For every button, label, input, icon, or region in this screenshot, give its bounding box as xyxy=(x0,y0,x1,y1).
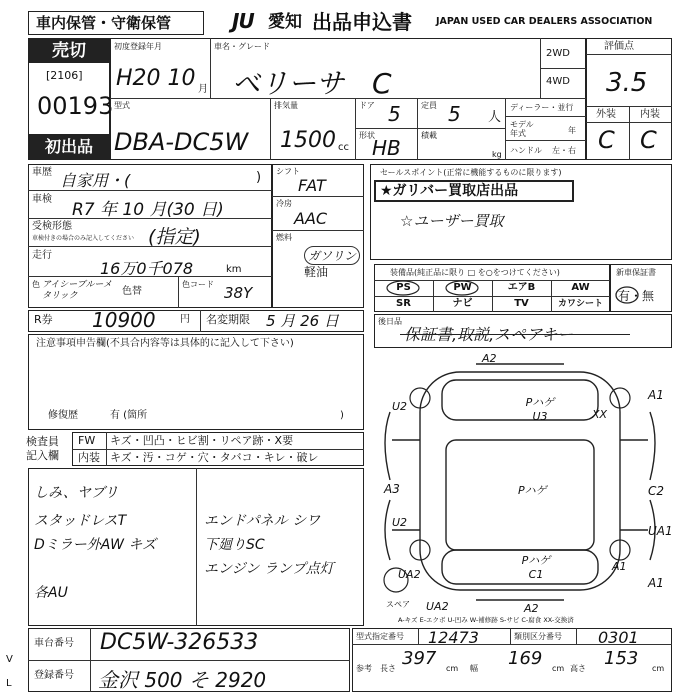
inspector-label-2: 記入欄 xyxy=(26,449,59,462)
designation-value: 12473 xyxy=(428,628,479,647)
registration-type-label: 車歴 xyxy=(32,167,52,178)
inspection-value: R7 年 10 月(30 日) xyxy=(72,200,224,220)
diagram-mark-ua2-left: UA2 xyxy=(398,568,421,581)
ac-label: 冷房 xyxy=(276,199,292,208)
diagram-mark-rear: Pハゲ C1 xyxy=(521,554,551,581)
receive-note: 車検付きの場合のみ記入してください xyxy=(32,235,135,242)
rating-label: 評価点 xyxy=(604,41,634,52)
warranty-label: 新車保証書 xyxy=(616,268,656,277)
diagram-mark-ua2-bottom: UA2 xyxy=(426,600,449,613)
first-reg-label: 初度登録年月 xyxy=(114,42,162,51)
notes-label: 注意事項申告欄(不具合内容等は具体的に記入して下さい) xyxy=(36,338,294,349)
diagram-mark-a2-top: A2 xyxy=(482,352,497,365)
mileage-value: 16万0千078 xyxy=(100,259,194,278)
diagram-mark-a3: A3 xyxy=(384,482,400,496)
ref-label: 参考 xyxy=(356,664,372,673)
auction-code: [2106] xyxy=(46,69,83,82)
price-value: 10900 xyxy=(92,308,156,332)
chassis-value: DC5W-326533 xyxy=(100,630,259,655)
handle-options: 左・右 xyxy=(552,146,576,155)
diagram-mark-xx: XX xyxy=(592,408,608,421)
repair-close: ) xyxy=(340,410,344,421)
note-line-7: エンジン ランプ点灯 xyxy=(204,561,334,577)
spare-label: スペア xyxy=(386,600,410,609)
drive-2wd: 2WD xyxy=(546,48,570,59)
diagram-mark-roof: Pハゲ xyxy=(518,484,547,497)
sales-point-note: ☆ユーザー買取 xyxy=(400,212,504,230)
price-label: R券 xyxy=(34,313,53,326)
load-unit: kg xyxy=(492,150,502,159)
year-unit: 年 xyxy=(568,126,576,135)
warranty-circle-mark xyxy=(612,284,642,306)
equipment-item-airbag: エアB xyxy=(507,282,536,293)
note-line-4: 各AU xyxy=(34,585,68,601)
org-name: 愛知 xyxy=(268,12,302,32)
equipment-item-tv: TV xyxy=(514,298,529,309)
capacity-value: 5 xyxy=(448,102,461,126)
plate-label: 登録番号 xyxy=(34,670,74,681)
margin-mark-2: L xyxy=(6,678,12,689)
equipment-item-sr: SR xyxy=(396,298,411,309)
margin-mark-1: V xyxy=(6,654,13,665)
rating-value: 3.5 xyxy=(606,68,648,98)
expiry-label: 名変期限 xyxy=(206,313,250,326)
price-unit: 円 xyxy=(180,314,190,325)
interior-label: 内装 xyxy=(640,109,660,120)
load-label: 積載 xyxy=(421,131,437,140)
sales-point-label: セールスポイント(正常に機能するものに限ります) xyxy=(380,168,562,177)
sales-point-banner: ★ガリバー買取店出品 xyxy=(380,183,519,199)
diagram-mark-ua1: UA1 xyxy=(648,524,673,538)
ju-logo: JU xyxy=(232,9,254,33)
dealer-label: ディーラー・並行 xyxy=(510,103,574,112)
height-value: 153 xyxy=(604,648,639,669)
displacement-value: 1500 xyxy=(280,128,336,153)
equipment-item-aw: AW xyxy=(571,282,590,293)
width-unit: cm xyxy=(552,664,565,673)
diagram-mark-c2: C2 xyxy=(648,484,665,498)
first-reg-month: 月 xyxy=(198,84,208,95)
shape-label: 形状 xyxy=(359,131,375,140)
fuel-label: 燃料 xyxy=(276,233,292,242)
plate-value: 金沢 500 そ 2920 xyxy=(98,668,267,692)
model-label: 型式 xyxy=(114,101,130,110)
length-unit: cm xyxy=(446,664,459,673)
width-value: 169 xyxy=(508,648,543,669)
color-code-value: 38Y xyxy=(224,284,253,302)
sold-badge: 売切 xyxy=(29,39,109,63)
documents-value: 保証書,取説,スペアキー xyxy=(404,325,574,344)
doors-value: 5 xyxy=(388,102,401,126)
displacement-unit: cc xyxy=(338,142,349,153)
note-line-6: 下廻りSC xyxy=(204,537,265,553)
fw-items: キズ・凹凸・ヒビ割・リペア跡・X要 xyxy=(110,434,294,447)
equipment-label: 装備品(純正品に限り □ を○をつけてください) xyxy=(390,268,560,277)
fuel-option: 軽油 xyxy=(304,265,329,279)
documents-label: 後日品 xyxy=(378,317,402,326)
interior-value: C xyxy=(640,126,657,154)
model-year-label: モデル年式 xyxy=(510,120,534,138)
inspection-label: 車検 xyxy=(32,194,52,205)
handle-label: ハンドル xyxy=(510,146,542,155)
width-label: 幅 xyxy=(470,664,478,673)
diagram-mark-a1-rear: A1 xyxy=(648,576,664,590)
designation-label: 型式指定番号 xyxy=(356,632,404,641)
lot-number: 00193 xyxy=(37,92,114,120)
exterior-value: C xyxy=(598,126,615,154)
fuel-value: ガソリン xyxy=(304,246,360,265)
capacity-unit: 人 xyxy=(488,110,502,125)
interior-insp-label: 内装 xyxy=(78,451,100,464)
diagram-mark-a1-side: A1 xyxy=(612,560,627,573)
equipment-item-leather: カワシート xyxy=(557,299,603,309)
diagram-mark-front: Pハゲ U3 xyxy=(525,396,555,423)
repair-value: 有 (箇所 xyxy=(110,410,148,421)
note-line-3: Dミラー外AW キズ xyxy=(34,537,157,553)
shift-value: FAT xyxy=(298,176,326,195)
chassis-label: 車台番号 xyxy=(34,638,74,649)
registration-type-close: ) xyxy=(256,170,262,185)
doors-label: ドア xyxy=(359,101,375,110)
note-line-1: しみ、ヤブリ xyxy=(34,485,119,501)
color-label: 色 xyxy=(32,280,40,289)
drive-4wd: 4WD xyxy=(546,76,570,87)
equipment-item-navi: ナビ xyxy=(452,298,473,309)
warranty-options: 有・無 xyxy=(618,289,655,303)
car-name-label: 車名・グレード xyxy=(214,42,270,51)
exterior-label: 外装 xyxy=(596,109,616,120)
length-label: 長さ xyxy=(380,664,396,673)
repair-label: 修復歴 xyxy=(48,410,78,421)
model-value: DBA-DC5W xyxy=(114,128,249,156)
category-label: 類別区分番号 xyxy=(514,632,562,641)
first-listing-badge: 初出品 xyxy=(29,134,109,159)
category-value: 0301 xyxy=(598,628,639,647)
equipment-item-pw: PW xyxy=(453,282,472,293)
association-name: JAPAN USED CAR DEALERS ASSOCIATION xyxy=(436,16,653,27)
fw-label: FW xyxy=(78,434,96,447)
height-label: 高さ xyxy=(570,664,586,673)
registration-type-value: 自家用・( xyxy=(60,171,131,190)
note-line-2: スタッドレスT xyxy=(34,513,127,529)
note-line-5: エンドパネル シワ xyxy=(204,513,321,529)
mileage-label: 走行 xyxy=(32,250,52,261)
length-value: 397 xyxy=(402,648,437,669)
first-reg-value: H20 10 xyxy=(116,66,196,91)
equipment-circle-marks xyxy=(374,278,610,298)
storage-note: 車内保管・守衛保管 xyxy=(36,14,172,32)
equipment-item-ps: PS xyxy=(396,282,411,293)
displacement-label: 排気量 xyxy=(274,101,298,110)
capacity-label: 定員 xyxy=(421,101,437,110)
shape-value: HB xyxy=(372,136,401,160)
color-code-label: 色コード xyxy=(182,280,214,289)
ac-value: AAC xyxy=(294,209,328,228)
car-name-value: ベリーサ C xyxy=(232,67,392,100)
diagram-mark-u2-left: U2 xyxy=(392,400,408,413)
inspector-label-1: 検査員 xyxy=(26,435,59,448)
receive-value: (指定) xyxy=(148,226,201,248)
expiry-value: 5 月 26 日 xyxy=(266,312,339,330)
receive-label: 受検形態 xyxy=(32,221,72,232)
diagram-mark-a2-bottom: A2 xyxy=(524,602,539,615)
interior-insp-items: キズ・汚・コゲ・穴・タバコ・キレ・破レ xyxy=(110,451,319,464)
diagram-mark-u2-rear: U2 xyxy=(392,516,408,529)
form-title: 出品申込書 xyxy=(312,10,412,34)
damage-legend: A-キズ E-エクボ U-凹み W-補修跡 S-サビ C-腐食 XX-交換済 xyxy=(398,616,574,624)
color-value: アイシーブルーメタリック xyxy=(42,280,112,301)
color-change-label: 色替 xyxy=(122,286,142,297)
height-unit: cm xyxy=(652,664,665,673)
mileage-unit: km xyxy=(226,264,242,275)
shift-label: シフト xyxy=(276,167,300,176)
diagram-mark-a1-front: A1 xyxy=(648,388,664,402)
